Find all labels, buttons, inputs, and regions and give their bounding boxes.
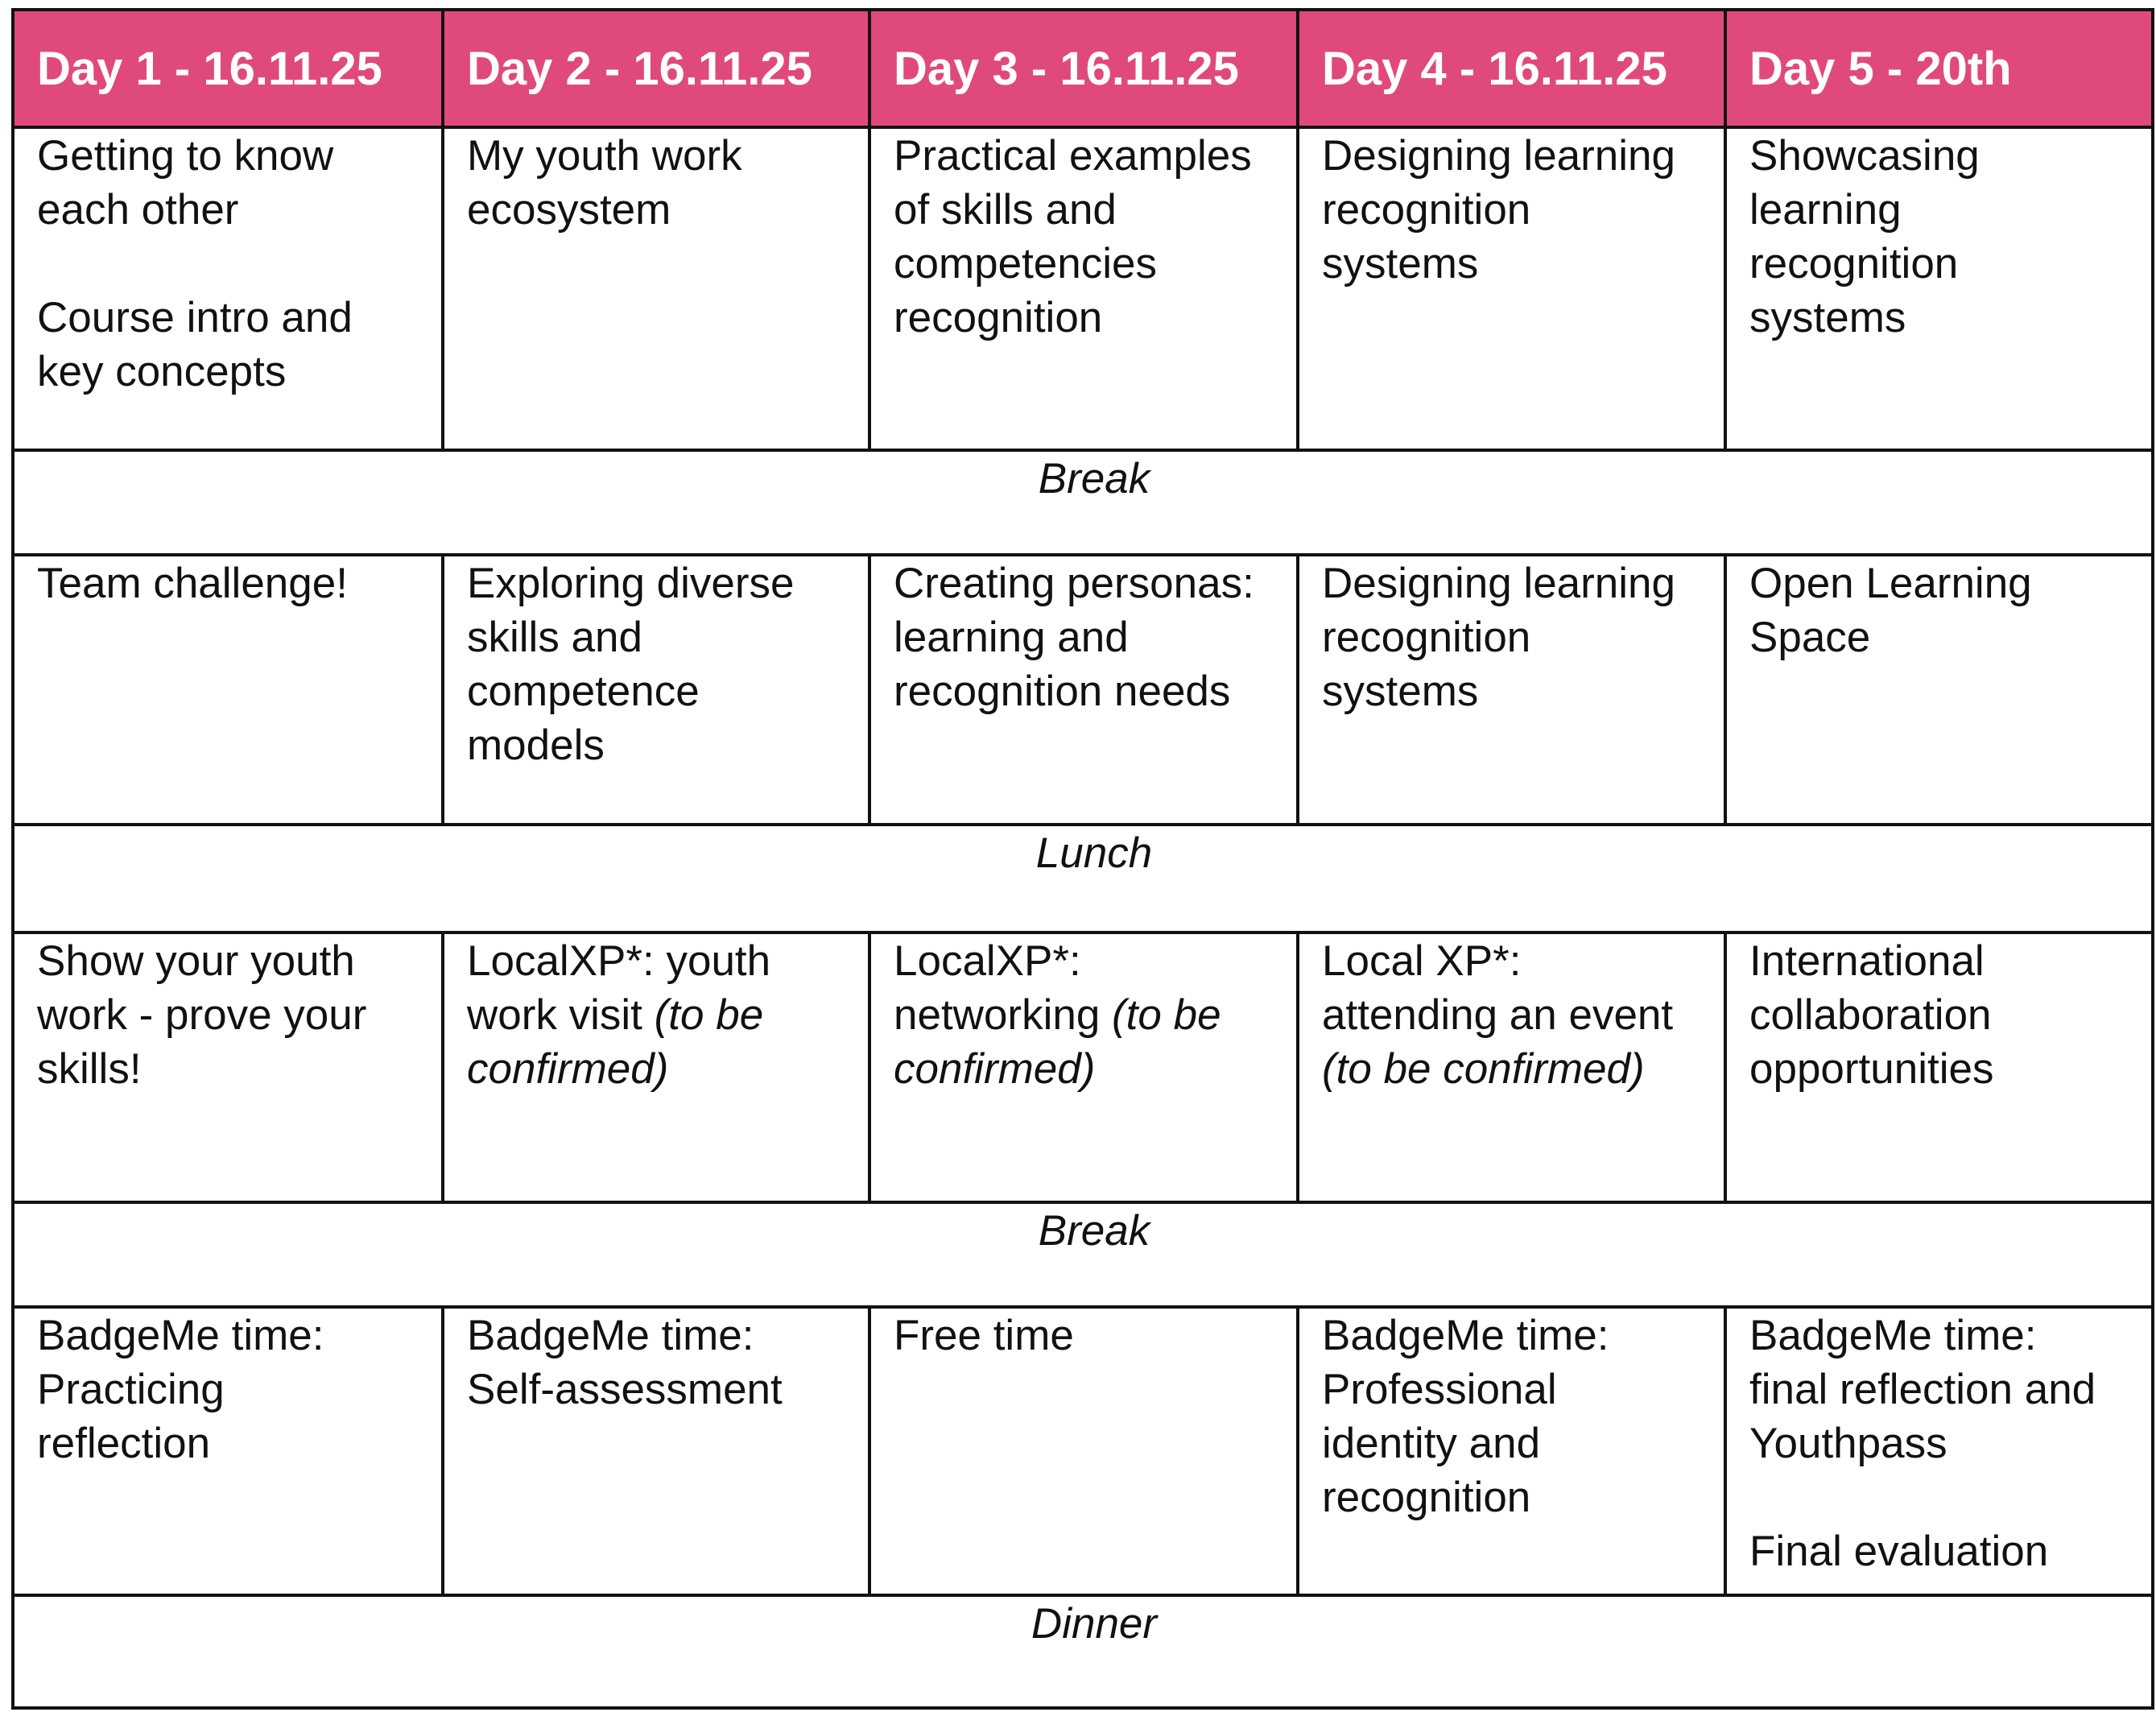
header-day-2: Day 2 - 16.11.25 [443, 10, 869, 127]
session-4-day-3: Free time [869, 1307, 1298, 1594]
session-1-day-4: Designing learning recognition systems [1298, 127, 1725, 450]
session-1-day-5: Showcasing learning recognition systems [1725, 127, 2153, 450]
session-4-day-5: BadgeMe time: final reflection and Youthpass Final evaluation [1725, 1307, 2153, 1594]
header-day-5: Day 5 - 20th [1725, 10, 2153, 127]
session-1-row [13, 127, 2153, 450]
break-label: Break [13, 450, 2153, 555]
session-4-day-4: BadgeMe time: Professional identity and recognition [1298, 1307, 1725, 1594]
session-3-day-2: LocalXP*: youth work visit (to be confirmed) [443, 933, 869, 1202]
break-row-1 [13, 450, 2153, 555]
session-2-day-2: Exploring diverse skills and competence models [443, 555, 869, 825]
session-2-day-5: Open Learning Space [1725, 555, 2153, 825]
session-2-day-4: Designing learning recognition systems [1298, 555, 1725, 825]
session-3-day-1: Show your youth work - prove your skills! [13, 933, 443, 1202]
schedule-table [11, 8, 2154, 1710]
session-4-day-2: BadgeMe time: Self-assessment [443, 1307, 869, 1594]
session-3-day-4: Local XP*: attending an event (to be confirmed) [1298, 933, 1725, 1202]
lunch-row [13, 825, 2153, 933]
dinner-row [13, 1595, 2153, 1708]
break-row-2 [13, 1202, 2153, 1307]
session-2-day-1: Team challenge! [13, 555, 443, 825]
dinner-label: Dinner [13, 1595, 2153, 1708]
session-1-day-2: My youth work ecosystem [443, 127, 869, 450]
session-4-row [13, 1307, 2153, 1594]
break-label: Break [13, 1202, 2153, 1307]
header-day-1: Day 1 - 16.11.25 [13, 10, 443, 127]
header-day-4: Day 4 - 16.11.25 [1298, 10, 1725, 127]
lunch-label: Lunch [13, 825, 2153, 933]
header-day-3: Day 3 - 16.11.25 [869, 10, 1298, 127]
session-3-row [13, 933, 2153, 1202]
session-3-day-3: LocalXP*: networking (to be confirmed) [869, 933, 1298, 1202]
session-2-row [13, 555, 2153, 825]
session-1-day-3: Practical examples of skills and competencies recognition [869, 127, 1298, 450]
session-3-day-5: International collaboration opportunities [1725, 933, 2153, 1202]
session-1-day-1: Getting to know each other Course intro and key concepts [13, 127, 443, 450]
session-4-day-1: BadgeMe time: Practicing reflection [13, 1307, 443, 1594]
header-row [13, 10, 2153, 127]
session-2-day-3: Creating personas: learning and recognition needs [869, 555, 1298, 825]
